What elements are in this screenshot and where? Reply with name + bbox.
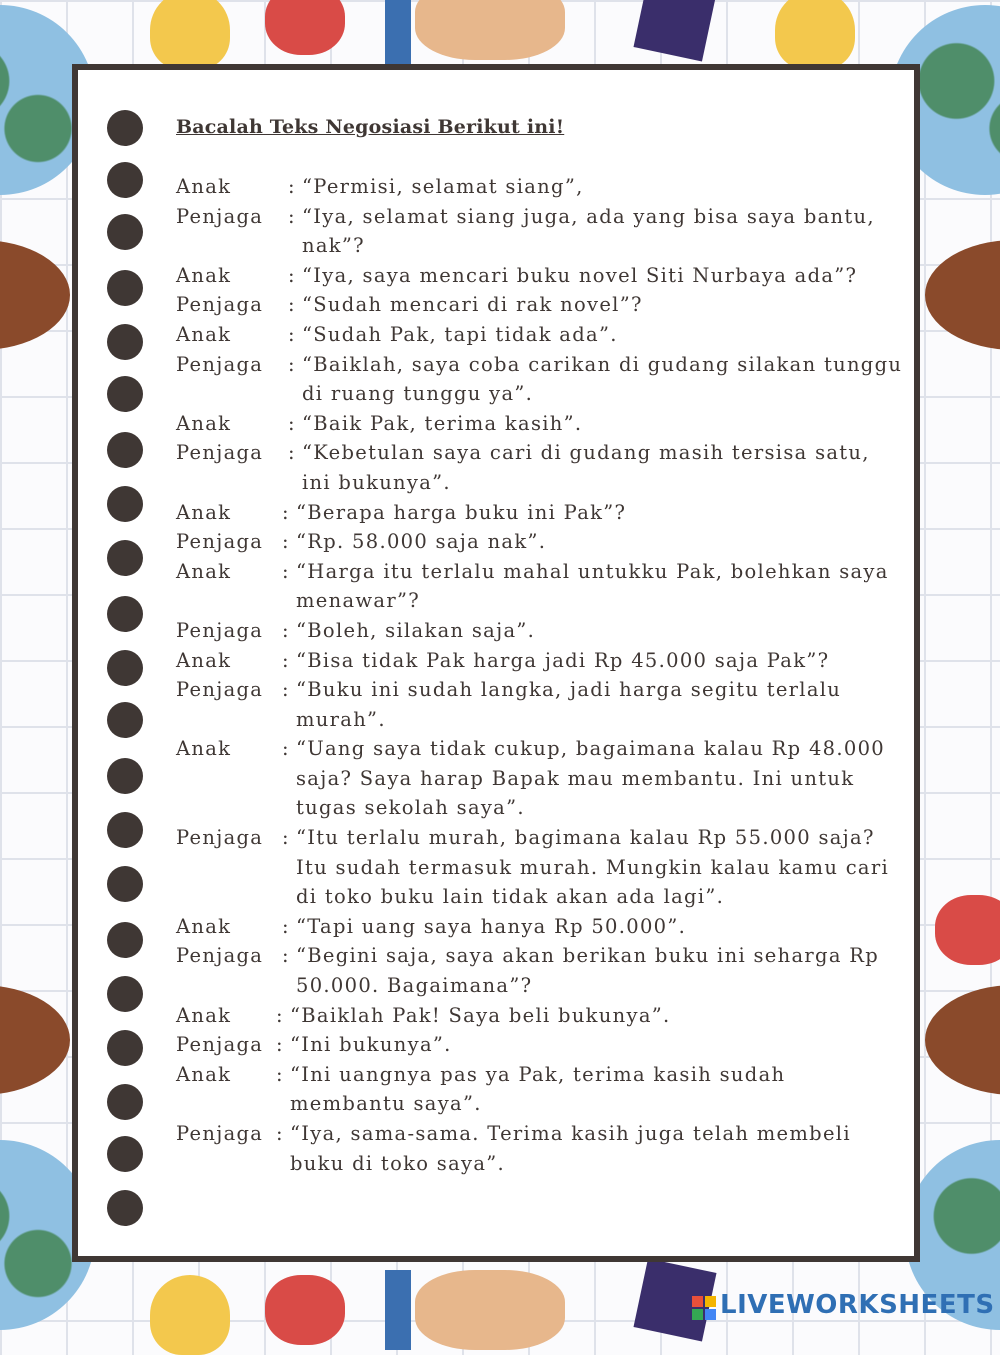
lightbulb-illustration xyxy=(150,0,230,70)
binder-hole xyxy=(107,596,143,632)
speaker-label: Anak xyxy=(176,1062,232,1086)
binder-hole xyxy=(107,1030,143,1066)
binder-hole xyxy=(107,812,143,848)
speaker-separator: : xyxy=(288,411,296,435)
utterance-text: “Tapi uang saya hanya Rp 50.000”. xyxy=(296,914,687,938)
utterance-text: “Begini saja, saya akan berikan buku ini seharga Rp 50.000. Bagaimana”? xyxy=(296,944,880,998)
binder-hole xyxy=(107,270,143,306)
speaker-label: Penjaga xyxy=(176,441,264,465)
speaker-separator: : xyxy=(288,441,296,465)
paint-palette-illustration xyxy=(415,1270,565,1350)
dialogue-line xyxy=(176,823,906,912)
binder-hole xyxy=(107,1084,143,1120)
utterance-text: “Harga itu terlalu mahal untukku Pak, bolehkan saya menawar”? xyxy=(296,559,889,613)
speaker-label: Penjaga xyxy=(176,826,264,850)
speaker-label: Anak xyxy=(176,914,232,938)
utterance-text: “Iya, saya mencari buku novel Siti Nurbaya ada”? xyxy=(302,263,858,287)
binder-hole xyxy=(107,650,143,686)
binder-hole xyxy=(107,758,143,794)
speaker-label: Penjaga xyxy=(176,204,264,228)
speaker-separator: : xyxy=(276,1122,284,1145)
speaker-separator: : xyxy=(282,618,290,642)
dialogue-line xyxy=(176,1001,906,1031)
speaker-label: Penjaga xyxy=(176,618,264,642)
apple-illustration xyxy=(265,1275,345,1345)
utterance-text: “Rp. 58.000 saja nak”. xyxy=(296,530,547,554)
binder-hole xyxy=(107,324,143,360)
speaker-separator: : xyxy=(288,204,296,228)
liveworksheets-watermark[interactable]: LIVEWORKSHEETS xyxy=(720,1290,995,1320)
speaker-label: Anak xyxy=(176,737,232,761)
paint-palette-illustration xyxy=(415,0,565,60)
dialogue-line xyxy=(176,320,906,350)
utterance-text: “Uang saya tidak cukup, bagaimana kalau Rp 48.000 saja? Saya harap Bapak mau membantu. Ini untuk tugas sekolah saya”. xyxy=(296,737,885,820)
utterance-text: “Boleh, silakan saja”. xyxy=(296,618,536,642)
dialogue-line xyxy=(176,350,906,409)
dialogue-line xyxy=(176,1030,906,1060)
utterance-text: “Baiklah, saya coba carikan di gudang silakan tunggu di ruang tunggu ya”. xyxy=(302,352,903,406)
binder-hole xyxy=(107,1136,143,1172)
dialogue-line xyxy=(176,202,906,261)
football-illustration xyxy=(0,985,70,1095)
speaker-separator: : xyxy=(288,352,296,376)
utterance-text: “Sudah mencari di rak novel”? xyxy=(302,293,643,317)
binder-hole xyxy=(107,214,143,250)
binder-hole xyxy=(107,922,143,958)
speaker-separator: : xyxy=(282,737,290,761)
speaker-label: Penjaga xyxy=(176,352,264,376)
football-illustration xyxy=(925,985,1000,1095)
utterance-text: “Permisi, selamat siang”, xyxy=(302,175,584,198)
dialogue-line xyxy=(176,527,906,557)
dialogue-line xyxy=(176,261,906,291)
dialogue-line xyxy=(176,1060,906,1119)
speaker-separator: : xyxy=(282,678,290,702)
speaker-label: Penjaga xyxy=(176,1033,264,1057)
apple-illustration xyxy=(265,0,345,55)
speaker-separator: : xyxy=(288,263,296,287)
speaker-separator: : xyxy=(288,293,296,317)
pencil-illustration xyxy=(385,0,411,70)
speaker-label: Penjaga xyxy=(176,678,264,702)
binder-hole xyxy=(107,702,143,738)
dialogue-list xyxy=(176,172,906,1178)
binder-hole xyxy=(107,486,143,522)
speaker-separator: : xyxy=(282,500,290,524)
dialogue-line xyxy=(176,498,906,528)
speaker-label: Anak xyxy=(176,411,232,435)
dialogue-line xyxy=(176,646,906,676)
liveworksheets-logo-icon xyxy=(692,1296,716,1320)
binder-hole xyxy=(107,162,143,198)
dialogue-line xyxy=(176,675,906,734)
utterance-text: “Berapa harga buku ini Pak”? xyxy=(296,500,627,524)
dialogue-line xyxy=(176,557,906,616)
speaker-label: Penjaga xyxy=(176,1122,264,1145)
binder-hole xyxy=(107,866,143,902)
utterance-text: “Kebetulan saya cari di gudang masih tersisa satu, ini bukunya”. xyxy=(302,441,870,494)
utterance-text: “Sudah Pak, tapi tidak ada”. xyxy=(302,322,618,346)
dialogue-line xyxy=(176,438,906,497)
dialogue-line xyxy=(176,172,906,202)
dialogue-line xyxy=(176,912,906,942)
speaker-label: Anak xyxy=(176,175,232,198)
speaker-separator: : xyxy=(282,559,290,583)
speaker-separator: : xyxy=(282,914,290,938)
utterance-text: “Iya, sama-sama. Terima kasih juga telah membeli buku di toko saya”. xyxy=(290,1122,851,1175)
speaker-label: Anak xyxy=(176,322,232,346)
utterance-text: “Ini bukunya”. xyxy=(290,1033,452,1057)
dialogue-line xyxy=(176,290,906,320)
pencil-illustration xyxy=(385,1270,411,1350)
speaker-label: Penjaga xyxy=(176,530,264,554)
calculator-illustration xyxy=(633,0,716,62)
dialogue-line xyxy=(176,734,906,823)
utterance-text: “Itu terlalu murah, bagimana kalau Rp 55.000 saja? Itu sudah termasuk murah. Mungkin kalau kamu cari di toko buku lain tidak akan ada lagi”. xyxy=(296,826,890,909)
football-illustration xyxy=(925,240,1000,350)
dialogue-line xyxy=(176,1119,906,1178)
utterance-text: “Bisa tidak Pak harga jadi Rp 45.000 saja Pak”? xyxy=(296,648,830,672)
speaker-separator: : xyxy=(276,1062,284,1086)
speaker-label: Anak xyxy=(176,500,232,524)
speaker-label: Anak xyxy=(176,559,232,583)
binder-hole xyxy=(107,976,143,1012)
football-illustration xyxy=(0,240,70,350)
speaker-separator: : xyxy=(282,826,290,850)
speaker-label: Penjaga xyxy=(176,293,264,317)
speaker-label: Penjaga xyxy=(176,944,264,968)
speaker-label: Anak xyxy=(176,263,232,287)
speaker-label: Anak xyxy=(176,1003,232,1027)
lightbulb-illustration xyxy=(775,0,855,70)
speaker-separator: : xyxy=(282,648,290,672)
binder-hole xyxy=(107,540,143,576)
dialogue-line xyxy=(176,409,906,439)
speaker-separator: : xyxy=(276,1003,284,1027)
binder-hole xyxy=(107,432,143,468)
utterance-text: “Buku ini sudah langka, jadi harga segitu terlalu murah”. xyxy=(296,678,842,731)
speaker-separator: : xyxy=(282,944,290,968)
lightbulb-illustration xyxy=(150,1275,230,1355)
binder-hole xyxy=(107,376,143,412)
dialogue-line xyxy=(176,941,906,1000)
speaker-separator: : xyxy=(282,530,290,554)
binder-hole xyxy=(107,1190,143,1226)
speaker-separator: : xyxy=(276,1033,284,1057)
dialogue-line xyxy=(176,616,906,646)
utterance-text: “Baik Pak, terima kasih”. xyxy=(302,411,583,435)
utterance-text: “Baiklah Pak! Saya beli bukunya”. xyxy=(290,1003,671,1027)
utterance-text: “Ini uangnya pas ya Pak, terima kasih sudah membantu saya”. xyxy=(290,1062,786,1116)
speaker-separator: : xyxy=(288,322,296,346)
speaker-separator: : xyxy=(288,175,296,198)
apple-illustration xyxy=(935,895,1000,965)
utterance-text: “Iya, selamat siang juga, ada yang bisa saya bantu, nak”? xyxy=(302,204,875,258)
page-title: Bacalah Teks Negosiasi Berikut ini! xyxy=(176,116,565,138)
speaker-label: Anak xyxy=(176,648,232,672)
binder-hole xyxy=(107,110,143,146)
